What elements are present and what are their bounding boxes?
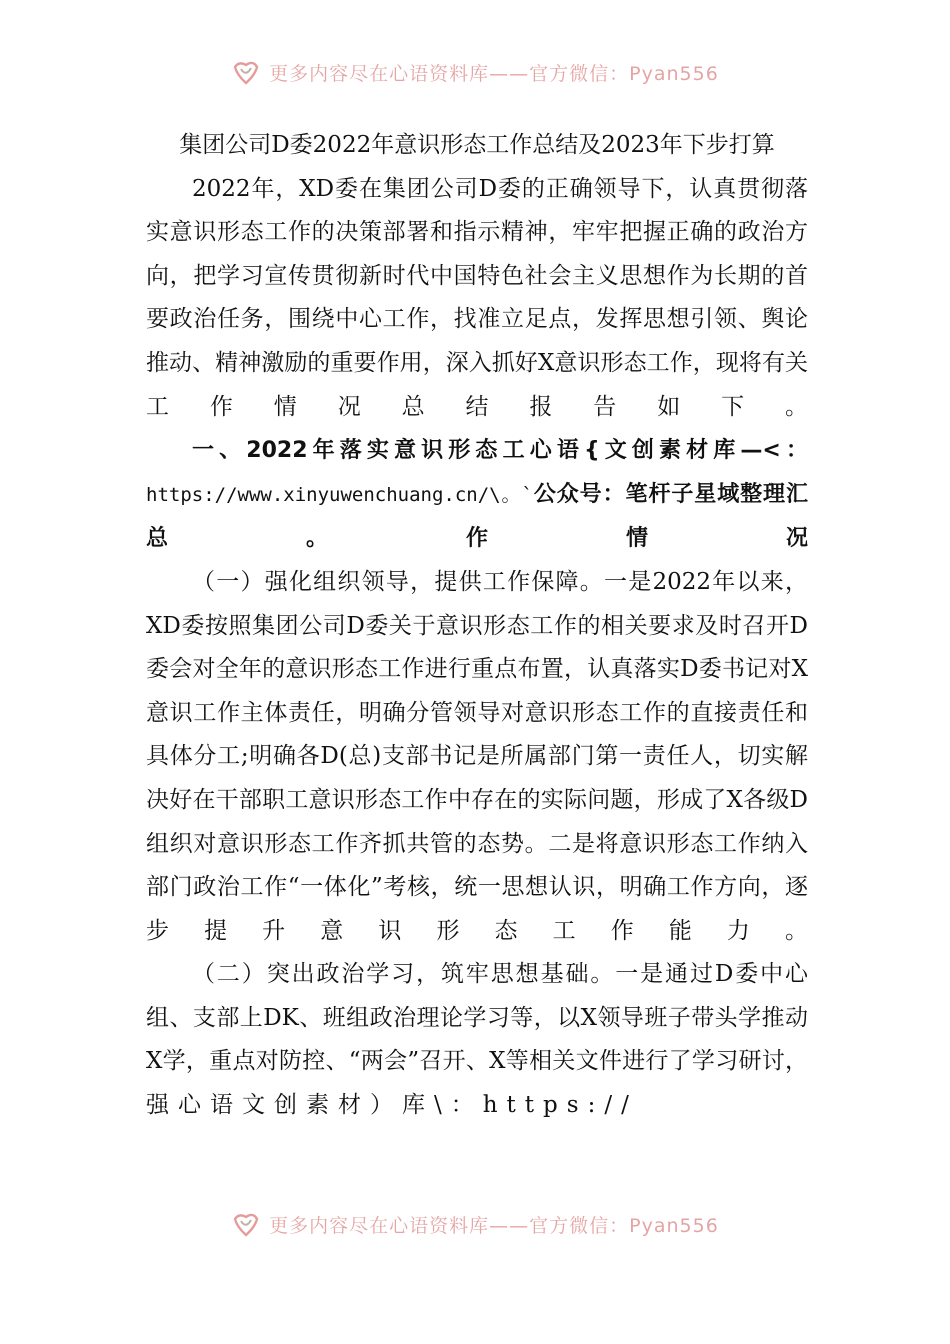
logo-icon bbox=[231, 57, 261, 87]
paragraph-2 bbox=[146, 953, 808, 1127]
section-heading-part1: 一、2022年落实意识形态工心语{文创素材库—<： bbox=[192, 438, 808, 464]
intro-paragraph: 2022年，XD委在集团公司D委的正确领导下，认真贯彻落实意识形态工作的决策部署和指示精神，牢牢把握正确的政治方向，把学习宣传贯彻新时代中国特色社会主义思想作为长期的首要政治任务，围绕中心工作，找准立足点，发挥思想引领、舆论推动、精神激励的重要作用，深入抓好X意识形态工作，现将有关工作情况总结报告如下。 bbox=[146, 175, 808, 420]
watermark-footer bbox=[0, 1204, 950, 1244]
section-heading-part2: 公众号：笔杆子星域整理汇总。作情况 bbox=[146, 481, 808, 552]
paragraph-2-tail: 强心语文创素材）库\：https:// bbox=[146, 1092, 638, 1119]
watermark-header bbox=[0, 52, 950, 92]
paragraph-1: （一）强化组织领导，提供工作保障。一是2022年以来，XD委按照集团公司D委关于意识形态工作的相关要求及时召开D委会对全年的意识形态工作进行重点布置，认真落实D委书记对X意识工作主体责任，明确分管领导对意识形态工作的直接责任和具体分工;明确各D(总)支部书记是所属部门第一责任人，切实解决好在干部职工意识形态工作中存在的实际问题，形成了X各级D组织对意识形态工作齐抓共管的态势。二是将意识形态工作纳入部门政治工作“一体化”考核，统一思想认识，明确工作方向，逐步提升意识形态工作能力。 bbox=[146, 568, 808, 944]
watermark-text: 更多内容尽在心语资料库——官方微信：Pyan556 bbox=[269, 1214, 719, 1237]
section-heading-url: https://www.xinyuwenchuang.cn/\。` bbox=[146, 483, 533, 506]
document-title: 集团公司D委2022年意识形态工作总结及2023年下步打算 bbox=[179, 132, 775, 158]
section-heading-1 bbox=[146, 429, 808, 561]
document-body bbox=[146, 124, 808, 1128]
logo-icon bbox=[231, 1209, 261, 1239]
paragraph-2-text: （二）突出政治学习，筑牢思想基础。一是通过D委中心组、支部上DK、班组政治理论学习等，以X领导班子带头学推动X学，重点对防控、“两会”召开、X等相关文件进行了学习研讨， bbox=[146, 961, 808, 1075]
watermark-text: 更多内容尽在心语资料库——官方微信：Pyan556 bbox=[269, 62, 719, 85]
